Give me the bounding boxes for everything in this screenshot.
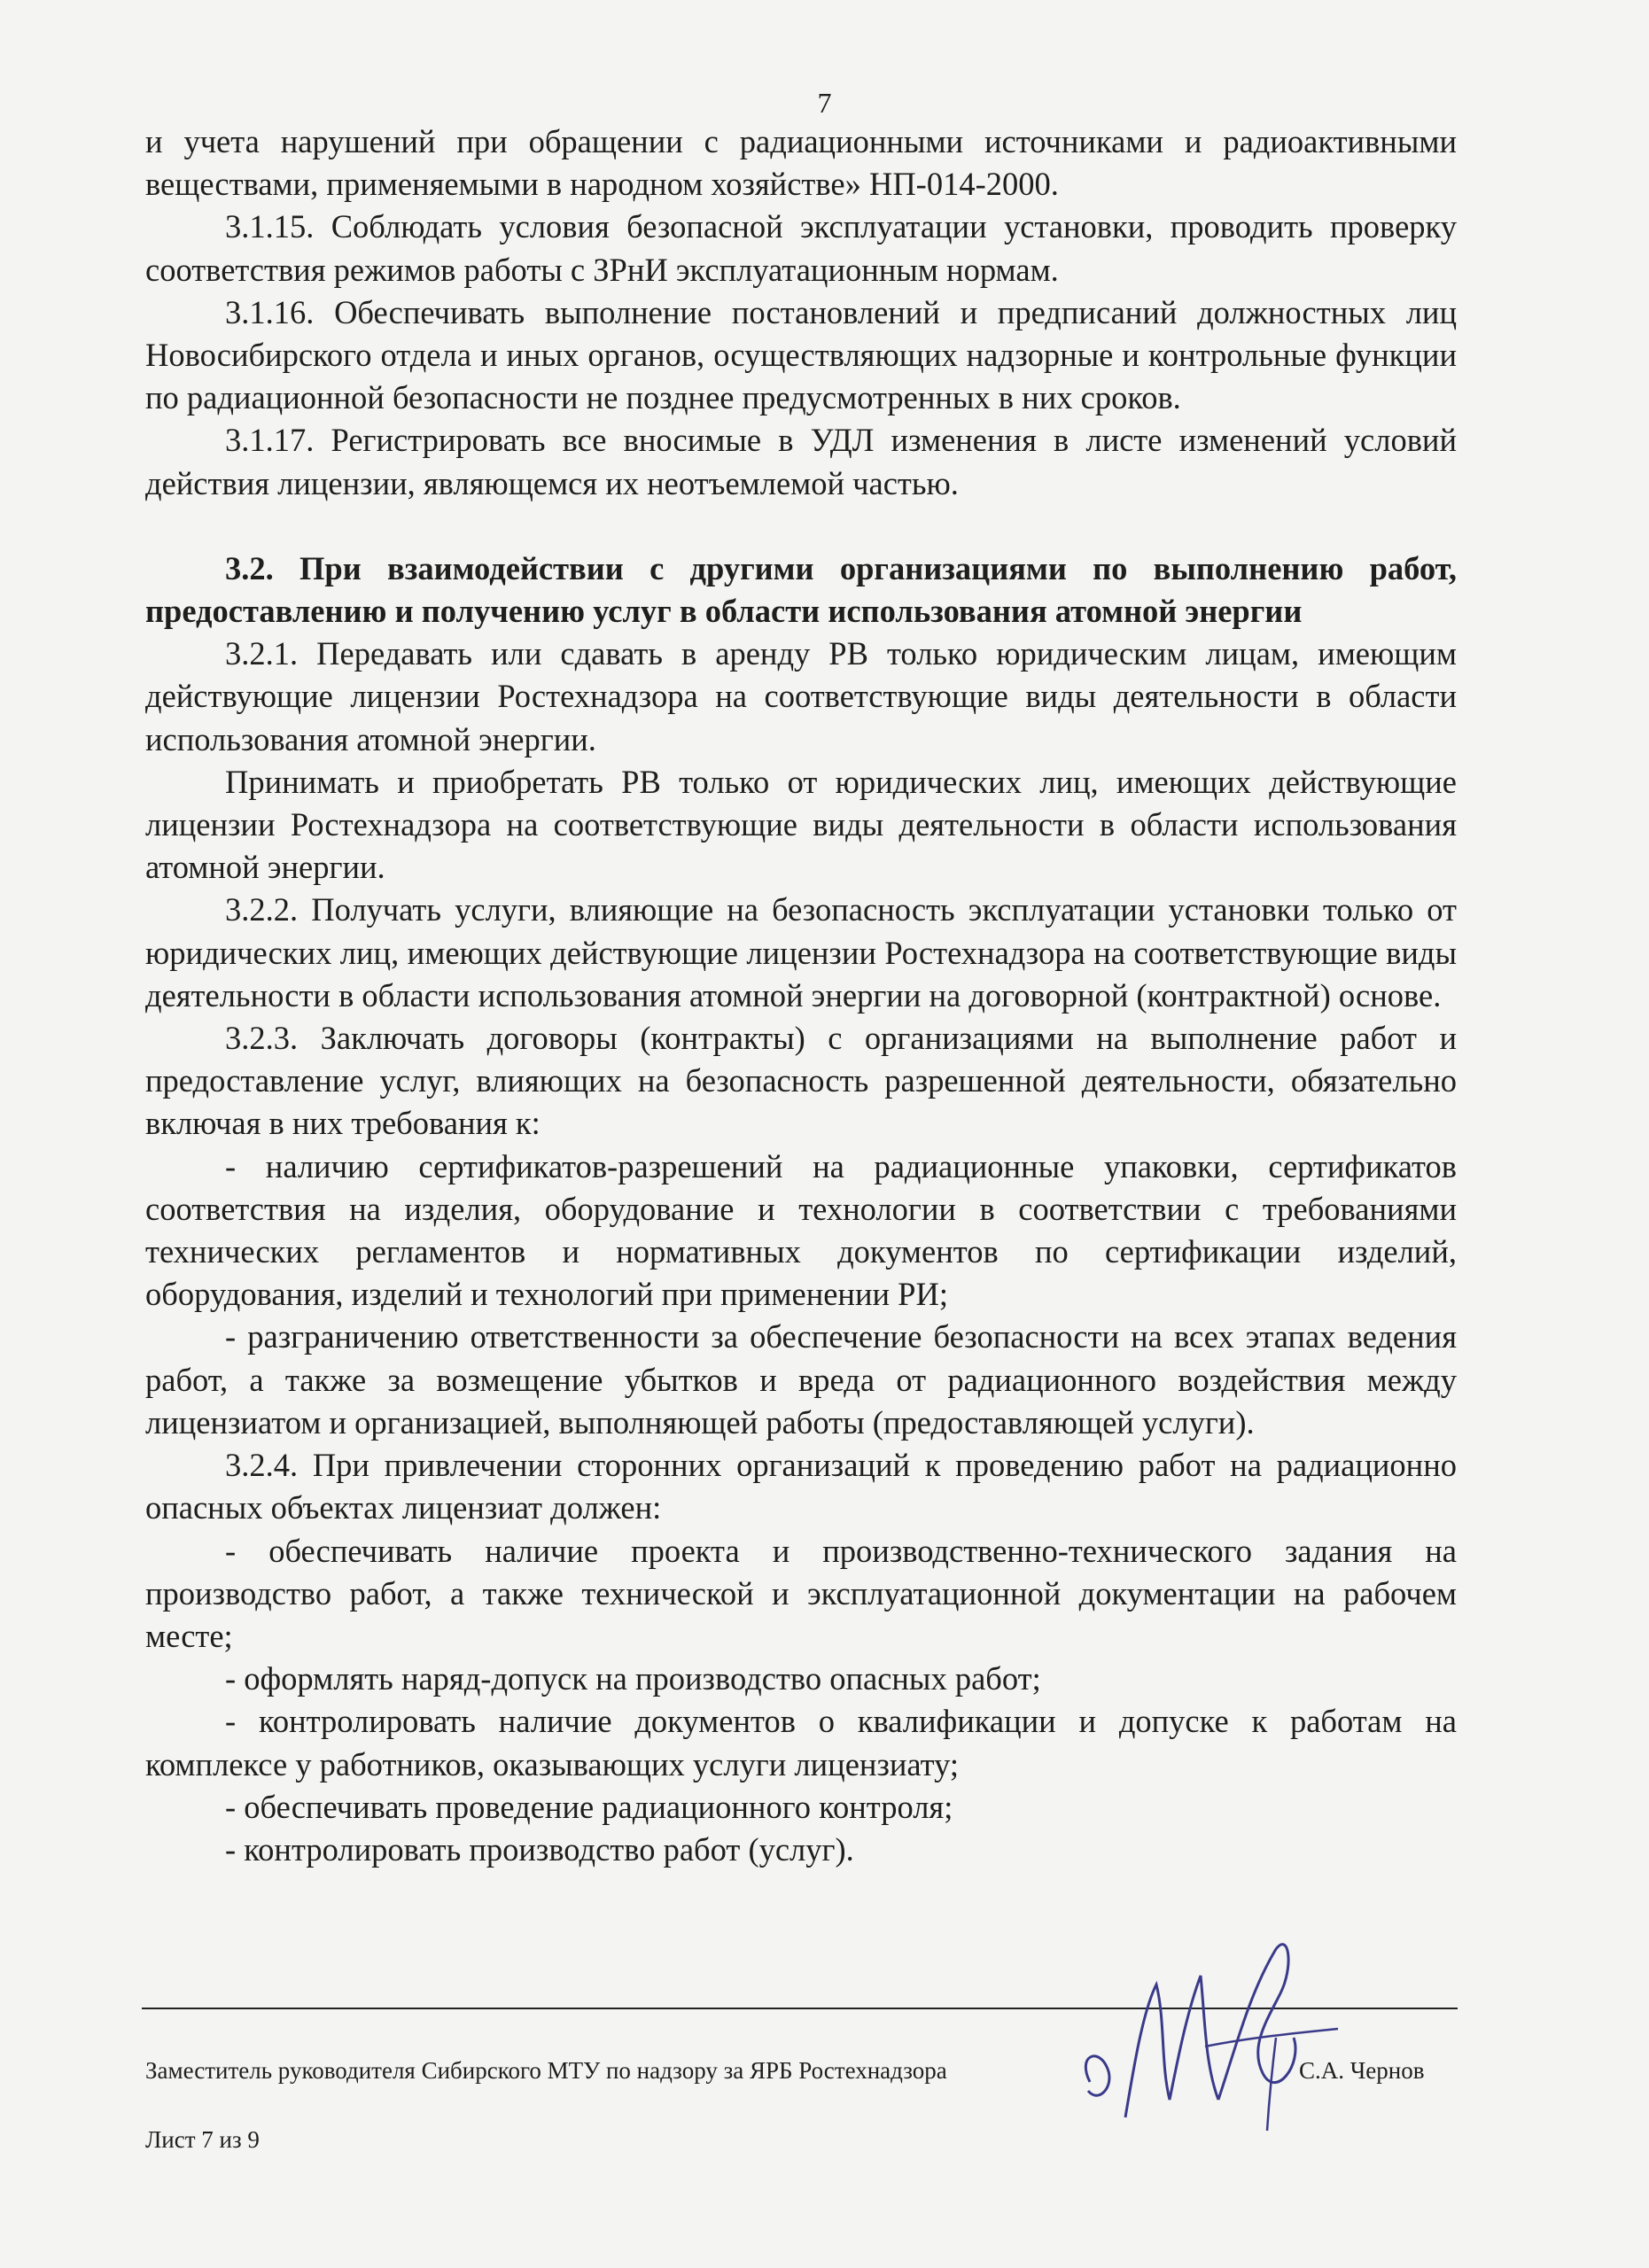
signer-name: С.А. Чернов [1299, 2057, 1425, 2084]
list-item-certificates: - наличию сертификатов-разрешений на радиационные упаковки, сертификатов соответствия на изделия, оборудование и технологии в соответствии с требованиями технических регламентов и нормативных документов по сертификации изделий, оборудования, изделий и технологий при применении РИ; [145, 1147, 1457, 1313]
handwritten-signature [1072, 1914, 1365, 2144]
section-heading-3-2: 3.2. При взаимодействии с другими организациями по выполнению работ, предоставлению и получению услуг в области использования атомной энергии [145, 549, 1457, 630]
list-item-radiation-control: - обеспечивать проведение радиационного контроля; [225, 1788, 953, 1825]
paragraph-continuation: и учета нарушений при обращении с радиационными источниками и радиоактивными веществами, применяемыми в народном хозяйстве» НП-014-2000. [145, 123, 1457, 203]
list-item-work-control: - контролировать производство работ (услуг). [225, 1830, 854, 1868]
sheet-counter: Лист 7 из 9 [145, 2126, 260, 2153]
section-spacer [145, 505, 1457, 548]
page-number: 7 [817, 87, 832, 119]
paragraph-3-2-2: 3.2.2. Получать услуги, влияющие на безопасность эксплуатации установки только от юридических лиц, имеющих действующие лицензии Ростехнадзора на соответствующие виды деятельности в области использования атомной энергии на договорной (контрактной) основе. [145, 891, 1457, 1014]
paragraph-accept-rv: Принимать и приобретать РВ только от юридических лиц, имеющих действующие лицензии Ростехнадзора на соответствующие виды деятельности в области использования атомной энергии. [145, 763, 1457, 886]
paragraph-3-1-15: 3.1.15. Соблюдать условия безопасной эксплуатации установки, проводить проверку соответствия режимов работы с ЗРнИ эксплуатационным нормам. [145, 208, 1457, 288]
list-item-work-permit: - оформлять наряд-допуск на производство опасных работ; [225, 1660, 1041, 1697]
paragraph-3-2-3: 3.2.3. Заключать договоры (контракты) с организациями на выполнение работ и предоставление услуг, влияющих на безопасность разрешенной деятельности, обязательно включая в них требования к: [145, 1020, 1457, 1142]
paragraph-3-1-16: 3.1.16. Обеспечивать выполнение постановлений и предписаний должностных лиц Новосибирского отдела и иных органов, осуществляющих надзорные и контрольные функции по радиационной безопасности не позднее предусмотренных в них сроков. [145, 293, 1457, 416]
list-item-qualification: - контролировать наличие документов о квалификации и допуске к работам на комплексе у работников, оказывающих услуги лицензиату; [145, 1703, 1457, 1783]
paragraph-3-1-17: 3.1.17. Регистрировать все вносимые в УДЛ изменения в листе изменений условий действия лицензии, являющемся их неотъемлемой частью. [145, 422, 1457, 501]
paragraph-3-2-1: 3.2.1. Передавать или сдавать в аренду РВ только юридическим лицам, имеющим действующие лицензии Ростехнадзора на соответствующие виды деятельности в области использования атомной энергии. [145, 635, 1457, 757]
paragraph-3-2-4: 3.2.4. При привлечении сторонних организаций к проведению работ на радиационно опасных объектах лицензиат должен: [145, 1447, 1457, 1526]
document-body [145, 120, 1457, 1871]
signer-title: Заместитель руководителя Сибирского МТУ по надзору за ЯРБ Ростехнадзора [145, 2057, 947, 2084]
list-item-responsibility: - разграничению ответственности за обеспечение безопасности на всех этапах ведения работ, а также за возмещение убытков и вреда от радиационного воздействия между лицензиатом и организацией, выполняющей работы (предоставляющей услуги). [145, 1318, 1457, 1441]
list-item-project: - обеспечивать наличие проекта и производственно-технического задания на производство работ, а также технической и эксплуатационной документации на рабочем месте; [145, 1532, 1457, 1654]
